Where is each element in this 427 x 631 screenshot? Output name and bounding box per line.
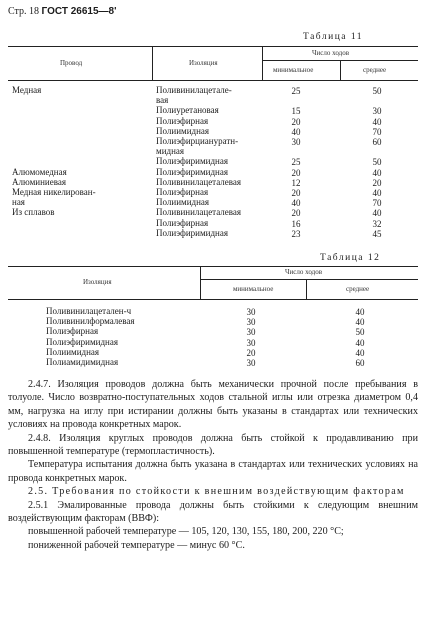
table-11-cell-min: 20: [291, 188, 301, 198]
table-11-cell-avg: 70: [372, 126, 382, 137]
table-12-cell-insulation: Полиэфирная: [46, 326, 99, 337]
table-12-col-cycles: Число ходов: [285, 268, 323, 276]
table-12-col-insulation: Изоляция: [83, 278, 112, 286]
table-11-vrule-2: [262, 46, 263, 80]
paragraph-2-5-1: 2.5.1 Эмалированные провода должны быть стойкими к следующим внешним воздействующим факторам (ВВФ):: [8, 499, 418, 525]
page-number: Стр. 18: [8, 6, 40, 17]
table-11-cell-avg: 40: [372, 208, 382, 219]
table-12-cell-min: 30: [246, 337, 256, 348]
table-12-col-min: минимальное: [233, 285, 274, 293]
table-11-col-cycles: Число ходов: [312, 49, 350, 57]
paragraph-2-5-1-high-temp: повышенной рабочей температуре — 105, 120, 130, 155, 180, 200, 220 °С;: [28, 526, 344, 538]
table-11-cell-wire: Алюмомедная: [12, 166, 67, 177]
table-11-cell-avg: 50: [372, 157, 382, 168]
table-11-cell-min: 15: [291, 106, 301, 117]
table-11-cell-insulation: Полиэфиримидная: [156, 156, 229, 167]
table-11-cell-min: 25: [291, 86, 301, 96]
paragraph-2-5-1-low-temp: пониженной рабочей температуре — минус 60 °С.: [28, 539, 245, 551]
table-11-cell-insulation: Полиэфиримидная: [156, 166, 229, 177]
table-12-subhead-rule: [200, 279, 418, 280]
table-11-cell-min: 20: [291, 167, 301, 178]
table-12-vrule-2: [306, 279, 307, 299]
table-12-vrule-1: [200, 266, 201, 299]
table-11-cell-insulation: Полиуретановая: [156, 105, 219, 116]
table-12-cell-min: 30: [246, 327, 256, 338]
table-11-cell-avg: 45: [372, 228, 382, 239]
table-11-cell-avg: 20: [372, 177, 382, 188]
table-12-cell-avg: 40: [355, 317, 365, 328]
table-12-cell-min: 30: [246, 358, 256, 368]
table-11-subhead-rule: [262, 60, 418, 61]
table-12-cell-insulation: Полиэфиримидная: [46, 336, 119, 347]
table-11-cell-insulation: вая: [156, 95, 169, 106]
table-11-col-avg: среднее: [363, 66, 387, 74]
table-11-cell-avg: 40: [372, 167, 382, 178]
table-11-vrule-1: [152, 46, 153, 80]
table-12-top-rule: [8, 266, 418, 267]
table-11-cell-min: 40: [291, 126, 301, 137]
table-12-cell-avg: 60: [355, 358, 365, 368]
table-11-cell-avg: 50: [372, 86, 382, 96]
table-11-col-min: минимальное: [273, 66, 314, 74]
table-11-cell-min: 23: [291, 228, 301, 239]
table-12-col-avg: среднее: [346, 285, 370, 293]
table-12-cell-min: 30: [246, 307, 256, 317]
table-11-cell-min: 30: [291, 137, 301, 147]
section-2-5-heading: 2.5. Требования по стойкости к внешним воздействующим факторам: [28, 486, 405, 498]
table-11-cell-wire: Медная никелирован-: [12, 187, 96, 197]
table-11-cell-insulation: Полиэфирная: [156, 187, 209, 197]
table-11-top-rule: [8, 46, 418, 47]
table-12-cell-avg: 40: [355, 337, 365, 348]
table-11-col-insulation: Изоляция: [189, 59, 218, 67]
table-11-cell-insulation: Полиэфирная: [156, 115, 209, 126]
table-11-cell-min: 25: [291, 157, 301, 168]
table-11-head-rule: [8, 80, 418, 81]
table-12-cell-insulation: Полиамидимидная: [46, 357, 119, 367]
table-11-cell-avg: 40: [372, 188, 382, 198]
table-11-cell-insulation: Полиэфиримидная: [156, 227, 229, 238]
table-11-caption: Таблица 11: [303, 32, 364, 42]
table-12-cell-min: 20: [246, 347, 256, 358]
table-11-cell-wire: Из сплавов: [12, 207, 55, 218]
table-11-cell-min: 12: [291, 177, 301, 188]
table-12-caption: Таблица 12: [320, 253, 381, 263]
table-11-cell-avg: 30: [372, 106, 382, 117]
paragraph-2-4-7: 2.4.7. Изоляция проводов должна быть механически прочной после пребывания в толуоле. Число возвратно-поступательных ходов стальной иглы или отрезка диаметром 0,4 мм, нагрузка на иглу при истирании должны быть указаны в стандартах или технических условиях на провода конкретных марок.: [8, 379, 418, 431]
table-11-cell-insulation: Поливинилацеталевая: [156, 176, 242, 187]
table-11-cell-min: 16: [291, 218, 301, 229]
table-11-cell-wire: Алюминиевая: [12, 176, 66, 187]
body-text: [8, 378, 418, 552]
table-11-cell-avg: 40: [372, 116, 382, 127]
table-11-cell-insulation: Поливинилацетале-: [156, 85, 232, 95]
table-11-cell-min: 40: [291, 198, 301, 209]
table-11-cell-wire: Медная: [12, 85, 42, 95]
table-11-cell-insulation: Поливинилацеталевая: [156, 207, 242, 218]
table-11-cell-wire: ная: [12, 197, 25, 208]
paragraph-2-4-8: 2.4.8. Изоляция круглых проводов должна быть стойкой к продавливанию при повышенной температуре (термопластичность).: [8, 432, 418, 458]
table-11-cell-insulation: Полиимидная: [156, 197, 210, 208]
table-12-cell-avg: 40: [355, 307, 365, 317]
table-11-cell-min: 20: [291, 116, 301, 127]
table-12-cell-avg: 40: [355, 347, 365, 358]
table-11-cell-avg: 32: [372, 218, 382, 229]
table-11-cell-avg: 70: [372, 198, 382, 209]
table-12-cell-min: 30: [246, 317, 256, 328]
table-12-cell-insulation: Поливинилацетален-ч: [46, 306, 132, 316]
table-11-vrule-3: [340, 60, 341, 80]
table-12-cell-insulation: Поливинилформалевая: [46, 316, 135, 327]
table-12-cell-insulation: Полиимидная: [46, 346, 100, 357]
page-header: [8, 6, 116, 17]
paragraph-2-4-8-temperature: Температура испытания должна быть указана в стандартах или технических условиях на провода конкретных марок.: [8, 459, 418, 484]
table-11-cell-avg: 60: [372, 137, 382, 147]
table-11-cell-insulation: Полиимидная: [156, 125, 210, 136]
table-12-cell-avg: 50: [355, 327, 365, 338]
table-11-col-wire: Провод: [60, 59, 83, 67]
table-11-cell-min: 20: [291, 208, 301, 219]
table-11-cell-insulation: Полиэфирциануратн-: [156, 136, 239, 146]
table-11-cell-insulation: мидная: [156, 146, 185, 157]
standard-code: ГОСТ 26615—8': [41, 6, 117, 17]
table-11-cell-insulation: Полиэфирная: [156, 217, 209, 228]
table-12-head-rule: [8, 299, 418, 300]
